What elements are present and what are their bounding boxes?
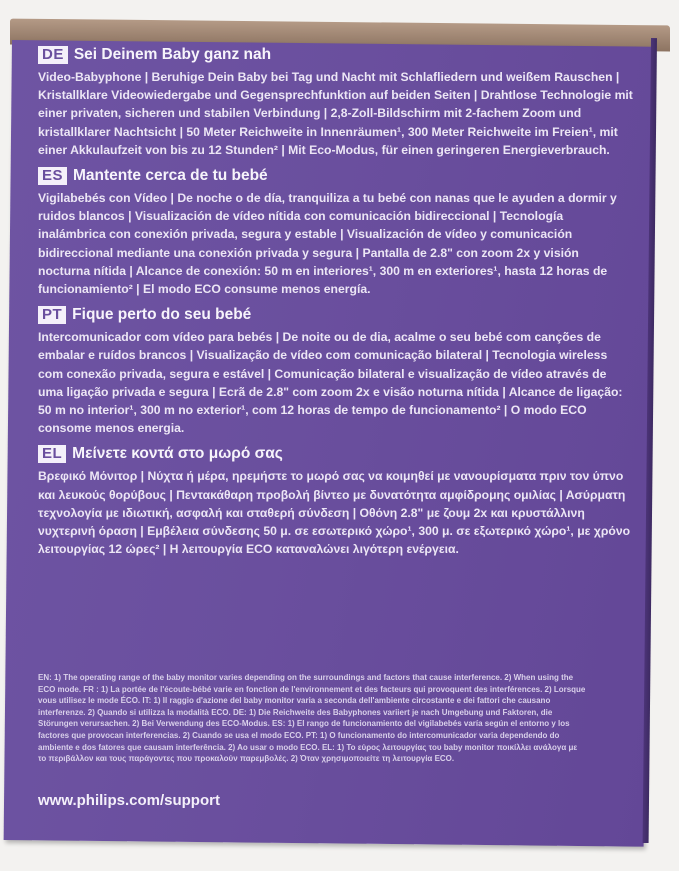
section-pt	[38, 304, 634, 437]
section-heading	[38, 304, 634, 326]
section-es	[38, 165, 634, 298]
description-content	[38, 44, 634, 564]
section-title: Fique perto do seu bebé	[72, 306, 252, 324]
section-heading	[38, 165, 634, 187]
section-title: Mantente cerca de tu bebé	[73, 167, 268, 185]
section-heading	[38, 44, 634, 66]
section-el	[38, 443, 634, 558]
section-body: Βρεφικό Μόνιτορ | Νύχτα ή μέρα, ηρεμήστε το μωρό σας να κοιμηθεί με νανουρίσματα πριν τον ύπνο και λευκούς θορύβους | Πεντακάθαρη προβολή βίντεο με δυνατότητα αμφίδρομης ομιλίας | Ασύρματη τεχνολογία με ιδιωτική, ασφαλή και σταθερή σύνδεση | Οθόνη 2.8" με ζουμ 2x και κρυστάλλινη νυχτερινή όραση | Εμβέλεια σύνδεσης 50 μ. σε εσωτερικό χώρο¹, 300 μ. σε εξωτερικό χώρο¹, με χρόνο λειτουργίας 12 ώρες² | Η λειτουργία ECO καταναλώνει λιγότερη ενέργεια.	[38, 469, 631, 557]
language-badge: PT	[38, 306, 66, 324]
section-de	[38, 44, 634, 159]
footnotes: EN: 1) The operating range of the baby monitor varies depending on the surroundings and factors that cause interference. 2) When using the ECO mode. FR : 1) La portée de l'écoute-bébé varie en fonction de l'environnement et des facteurs qui provoquent des interférences. 2) Lorsque vous utilisez le mode ÉCO. IT: 1) Il raggio d'azione del baby monitor varia a seconda dell'ambiente circostante e dei fattori che causano interferenze. 2) Quando si utilizza la modalità ECO. DE: 1) Die Reichweite des Babyphones variiert je nach Umgebung und Faktoren, die Störungen verursachen. 2) Bei Verwendung des ECO-Modus. ES: 1) El rango de funcionamiento del vigilabebés varía según el entorno y los factores que provocan interferencias. 2) Cuando se usa el modo ECO. PT: 1) O funcionamento do intercomunicador varia dependendo do ambiente e dos fatores que causam interferência. 2) Ao usar o modo ECO. EL: 1) Το εύρος λειτουργίας του baby monitor ποικίλλει ανάλογα με το περιβάλλον και τους παράγοντες που προκαλούν παρεμβολές. 2) Όταν χρησιμοποιείτε τη λειτουργία ECO.	[38, 672, 586, 764]
section-body: Video-Babyphone | Beruhige Dein Baby bei Tag und Nacht mit Schlafliedern und weißem Rauschen | Kristallklare Videowiedergabe und Gegensprechfunktion auf beiden Seiten | Drahtlose Technologie mit einer privaten, sicheren und stabilen Verbindung | 2,8-Zoll-Bildschirm mit 2-fachem Zoom und kristallklarer Nachtsicht | 50 Meter Reichweite in Innenräumen¹, 300 Meter Reichweite im Freien¹, mit einer Akkulaufzeit von bis zu 12 Stunden² | Mit Eco-Modus, für einen geringeren Energieverbrauch.	[38, 70, 633, 157]
section-heading	[38, 443, 634, 465]
language-badge: EL	[38, 445, 66, 463]
language-badge: DE	[38, 46, 68, 64]
language-badge: ES	[38, 167, 67, 185]
section-body: Vigilabebés con Vídeo | De noche o de día, tranquiliza a tu bebé con nanas que le ayuden a dormir y ruidos blancos | Visualización de vídeo nítida con comunicación bidireccional | Tecnología inalámbrica con conexión privada, segura y estable | Visualización de vídeo y comunicación bidireccional mediante una conexión privada y segura | Pantalla de 2.8" con zoom 2x y visión nocturna nítida | Alcance de conexión: 50 m en interiores¹, 300 m en exteriores¹, hasta 12 horas de funcionamiento² | El modo ECO consume menos energía.	[38, 191, 617, 297]
support-url: www.philips.com/support	[38, 792, 220, 809]
section-body: Intercomunicador com vídeo para bebés | De noite ou de dia, acalme o seu bebé com canções de embalar e ruídos brancos | Visualização de vídeo com comunicação bilateral | Tecnologia wireless com conexão privada, segura e estável | Comunicação bilateral e visualização de vídeo através de uma ligação privada e segura | Ecrã de 2.8" com zoom 2x e visão noturna nítida | Alcance de ligação: 50 m no interior¹, 300 m no exterior¹, com 12 horas de tempo de funcionamento² | O modo ECO consome menos energia.	[38, 330, 623, 436]
section-title: Μείνετε κοντά στο μωρό σας	[72, 445, 283, 463]
section-title: Sei Deinem Baby ganz nah	[73, 46, 272, 63]
